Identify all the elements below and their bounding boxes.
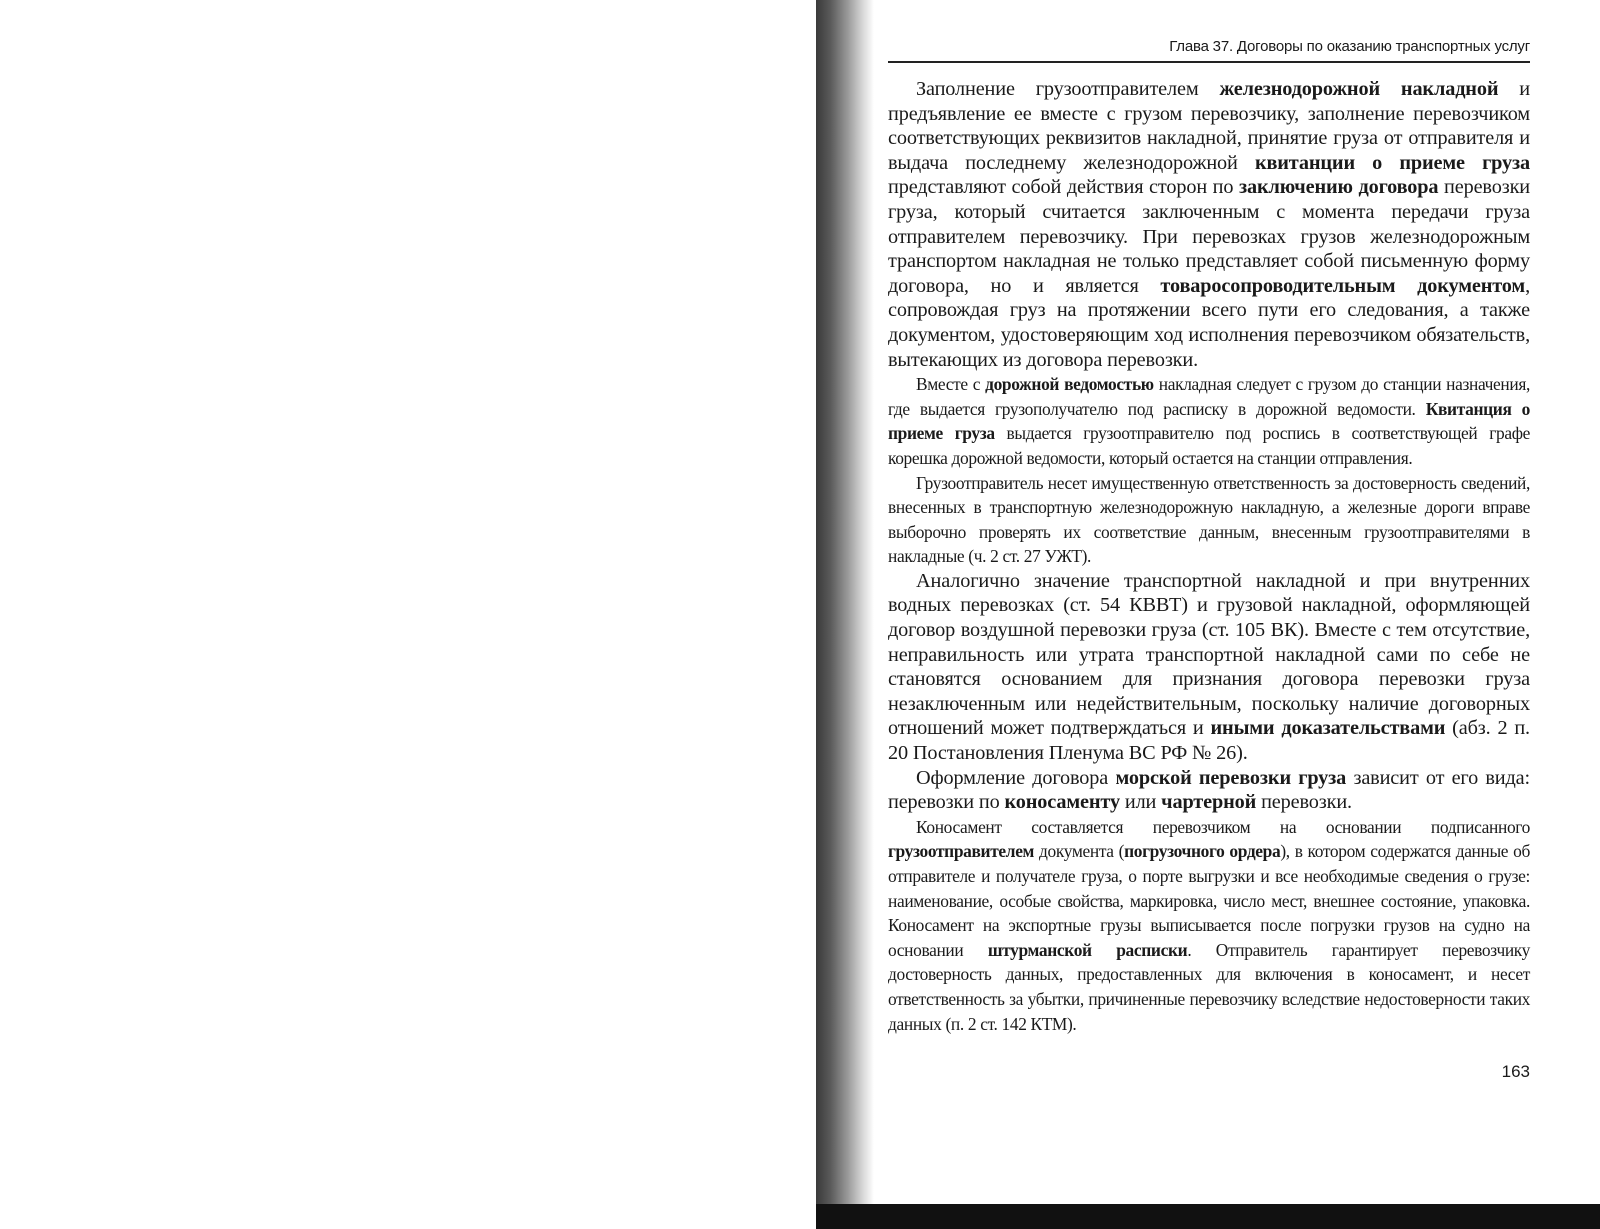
text-run: зависит от его вида: перевозки по bbox=[888, 766, 1530, 814]
text-run: Вместе с bbox=[916, 374, 986, 395]
text-run: ), в котором содержатся данные об отправителе и получателе груза, о порте выгрузки и все необходимые сведения о грузе: наименование, особые свойства, маркировка, число мест, внешнее состояние, упаковка. Коносамент на экспортные грузы выписывается после погрузки грузов на судно на основании bbox=[888, 841, 1530, 960]
paragraph bbox=[888, 569, 1530, 766]
text-run: и предъявление ее вместе с грузом перевозчику, заполнение перевозчиком соответствующих реквизитов накладной, принятие груза от отправителя и выдача последнему железнодорожной bbox=[888, 78, 1531, 174]
page-number: 163 bbox=[1501, 1062, 1530, 1082]
paragraph bbox=[888, 77, 1530, 372]
running-head: Глава 37. Договоры по оказанию транспортных услуг bbox=[888, 38, 1530, 63]
paragraph bbox=[888, 471, 1530, 569]
text-run: Оформление договора bbox=[916, 766, 1116, 789]
bold-term: морской перевозки груза bbox=[1115, 766, 1347, 789]
paragraph bbox=[888, 815, 1530, 1036]
scan-bottom-edge bbox=[816, 1204, 1600, 1229]
text-run: (абз. 2 п. 20 Постановления Пленума ВС РФ № 26). bbox=[888, 717, 1530, 765]
bold-term: чартерной bbox=[1161, 791, 1257, 814]
bold-term: заключению договора bbox=[1238, 176, 1439, 199]
bold-term: погрузочного ордера bbox=[1124, 841, 1281, 862]
bold-term: иными доказательствами bbox=[1210, 717, 1446, 740]
text-run: выдается грузоотправителю под роспись в соответствующей графе корешка дорожной ведомости, который остается на станции отправления. bbox=[888, 423, 1530, 468]
text-run: , сопровождая груз на протяжении всего пути его следования, а также документом, удостоверяющим ход исполнения перевозчиком обязательств, вытекающих из договора перевозки. bbox=[888, 274, 1530, 371]
text-run: накладная следует с грузом до станции назначения, где выдается грузополучателю под расписку в дорожной ведомости. bbox=[888, 374, 1530, 419]
text-run: перевозки. bbox=[1256, 791, 1352, 814]
text-run: представляют собой действия сторон по bbox=[888, 176, 1239, 199]
text-run: Аналогично значение транспортной накладной и при внутренних водных перевозках (ст. 54 КВВТ) и грузовой накладной, оформляющей договор воздушной перевозки груза (ст. 105 ВК). Вместе с тем отсутствие, неправильность или утрата транспортной накладной сами по себе не становятся основанием для признания договора перевозки груза незаключенным или недействительным, поскольку наличие договорных отношений может подтверждаться и bbox=[888, 569, 1530, 740]
bold-term: железнодорожной накладной bbox=[1219, 78, 1499, 100]
text-run: или bbox=[1119, 791, 1162, 814]
paragraph bbox=[888, 372, 1530, 470]
bold-term: грузоотправителем bbox=[888, 841, 1035, 862]
bold-term: Квитанция о приеме груза bbox=[888, 398, 1531, 444]
text-run: Заполнение грузоотправителем bbox=[916, 78, 1220, 100]
book-spine-shadow bbox=[816, 0, 874, 1229]
bold-term: дорожной ведомостью bbox=[985, 374, 1154, 395]
text-run: перевозки груза, который считается заключенным с момента передачи груза отправителем перевозчику. При перевозках грузов железнодорожным транспортом накладная не только представляет собой письменную форму договора, но и является bbox=[888, 176, 1530, 297]
bold-term: квитанции о приеме груза bbox=[1254, 151, 1530, 174]
text-run: . Отправитель гарантирует перевозчику достоверность данных, предоставленных для включения в коносамент, и несет ответственность за убытки, причиненные перевозчику вследствие недостоверности таких данных (п. 2 ст. 142 КТМ). bbox=[888, 939, 1530, 1034]
text-run: документа ( bbox=[1034, 841, 1125, 862]
paragraph bbox=[888, 766, 1530, 815]
bold-term: штурманской расписки bbox=[987, 939, 1188, 960]
bold-term: товаросопроводительным документом bbox=[1160, 274, 1526, 297]
bold-term: коносаменту bbox=[1004, 791, 1120, 814]
page-body bbox=[888, 77, 1530, 1036]
book-page bbox=[888, 38, 1530, 1082]
text-run: Грузоотправитель несет имущественную ответственность за достоверность сведений, внесенных в транспортную железнодорожную накладную, а железные дороги вправе выборочно проверять их соответствие данным, внесенным грузоотправителями в накладные (ч. 2 ст. 27 УЖТ). bbox=[888, 472, 1530, 567]
text-run: Коносамент составляется перевозчиком на основании подписанного bbox=[916, 816, 1530, 837]
